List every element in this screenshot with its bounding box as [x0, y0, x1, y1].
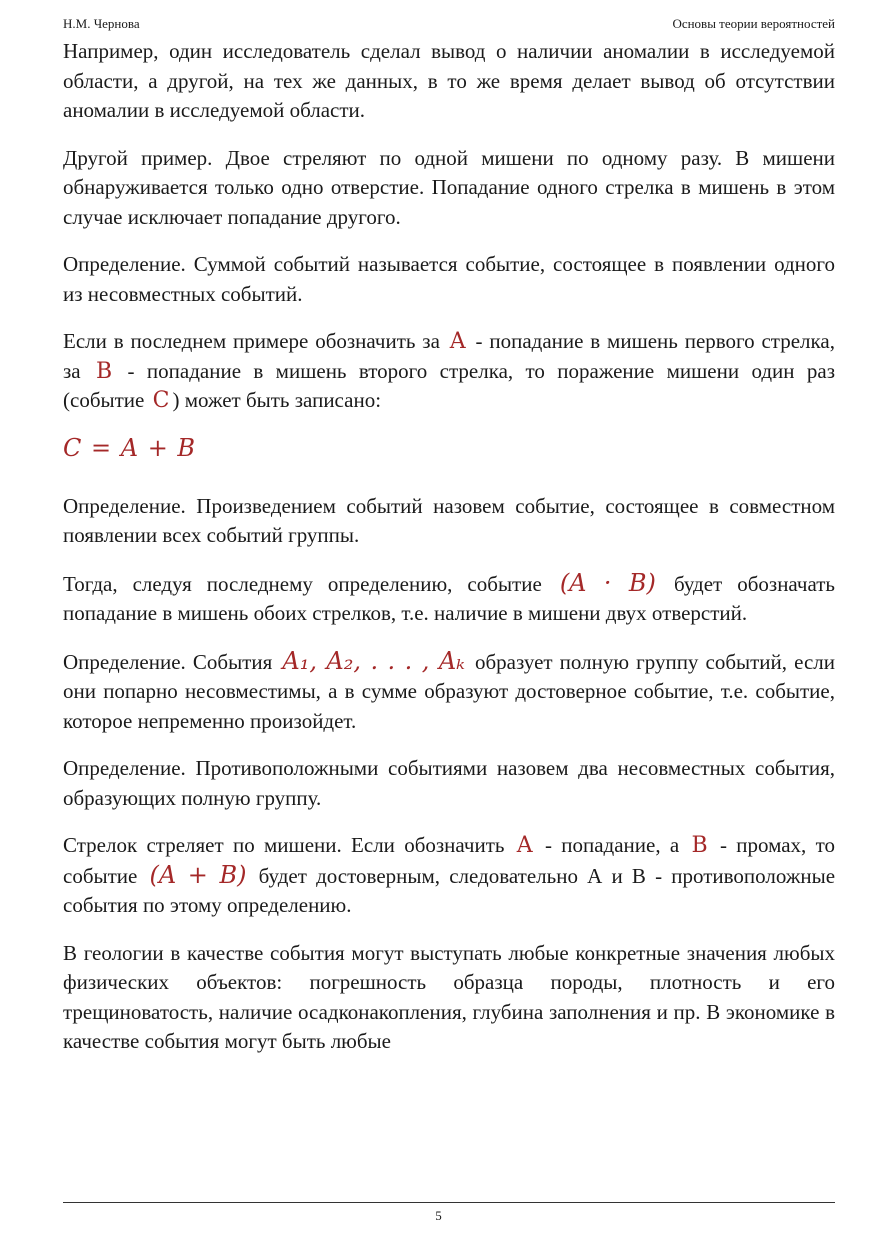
paragraph-product-definition: Определение. Произведением событий назовем событие, состоящее в совместном появлении всех событий группы.: [63, 493, 835, 547]
paragraph-anomaly-example: Например, один исследователь сделал вывод о наличии аномалии в исследуемой области, а другой, на тех же данных, в то же время делает вывод об отсутствии аномалии в исследуемой области.: [63, 39, 835, 122]
header-author: Н.М. Чернова: [63, 16, 140, 31]
paragraph-sum-definition: Определение. Суммой событий называется событие, состоящее в появлении одного из несовместных событий.: [63, 252, 835, 306]
paragraph-text: Тогда, следуя последнему определению, событие: [63, 571, 542, 596]
paragraph-text: Определение. События: [63, 649, 273, 674]
paragraph-text: Стрелок стреляет по мишени. Если обозначить: [63, 833, 505, 857]
paragraph-text: - попадание в мишень первого стрелка, за: [63, 329, 835, 383]
paragraph-opposite-example: [63, 831, 835, 921]
paragraph-product-example: [63, 569, 835, 629]
paragraph-text: образует полную группу событий, если они попарно несовместимы, а в сумме образуют достоверное событие, т.е. событие, которое непременно произойдет.: [63, 649, 835, 733]
formula-sum-block: [63, 434, 835, 468]
paragraph-shooters-example: Другой пример. Двое стреляют по одной мишени по одному разу. В мишени обнаруживается только одно отверстие. Попадание одного стрелка в мишень в этом случае исключает попадание другого.: [63, 145, 835, 229]
paragraph-text: - попадание в мишень второго стрелка, то поражение мишени один раз (событие: [63, 358, 835, 412]
header-title: Основы теории вероятностей: [672, 16, 835, 31]
page-number: 5: [435, 1208, 442, 1223]
paragraph-text: Если в последнем примере обозначить за: [63, 329, 440, 353]
paragraph-text: будет обозначать попадание в мишень обоих стрелков, т.е. наличие в мишени двух отверстий.: [63, 571, 836, 625]
math-product: (A · B): [559, 568, 656, 597]
paragraph-notation-example: [63, 327, 835, 416]
page-body: [63, 37, 835, 1075]
paragraph-complete-group-definition: [63, 647, 835, 737]
math-event-b: B: [691, 833, 708, 858]
footer-divider: [63, 1202, 835, 1203]
paragraph-text: будет достоверным, следовательно А и В - противоположные события по этому определению.: [63, 863, 836, 917]
paragraph-text: - промах, то событие: [63, 833, 836, 888]
paragraph-opposite-definition: Определение. Противоположными событиями назовем два несовместных события, образующих полную группу.: [63, 756, 835, 810]
math-sum-event: (A + B): [149, 860, 247, 889]
paragraph-text: ) может быть записано:: [172, 388, 382, 412]
paragraph-text: - попадание, а: [544, 833, 680, 857]
math-event-b: B: [96, 358, 113, 384]
paragraph-geology-examples: В геологии в качестве события могут выступать любые конкретные значения любых физических объектов: погрешность образца породы, плотность и его трещиноватость, наличие осадконакопления, глубина заполнения и пр. В экономике в качестве события могут быть любые: [63, 940, 835, 1053]
formula-sum: C = A + B: [63, 433, 197, 462]
math-event-a: A: [449, 329, 466, 354]
math-event-a: A: [516, 833, 533, 858]
math-event-group: A₁, A₂, . . . , Aₖ: [282, 646, 465, 675]
math-event-c: C: [152, 388, 170, 413]
